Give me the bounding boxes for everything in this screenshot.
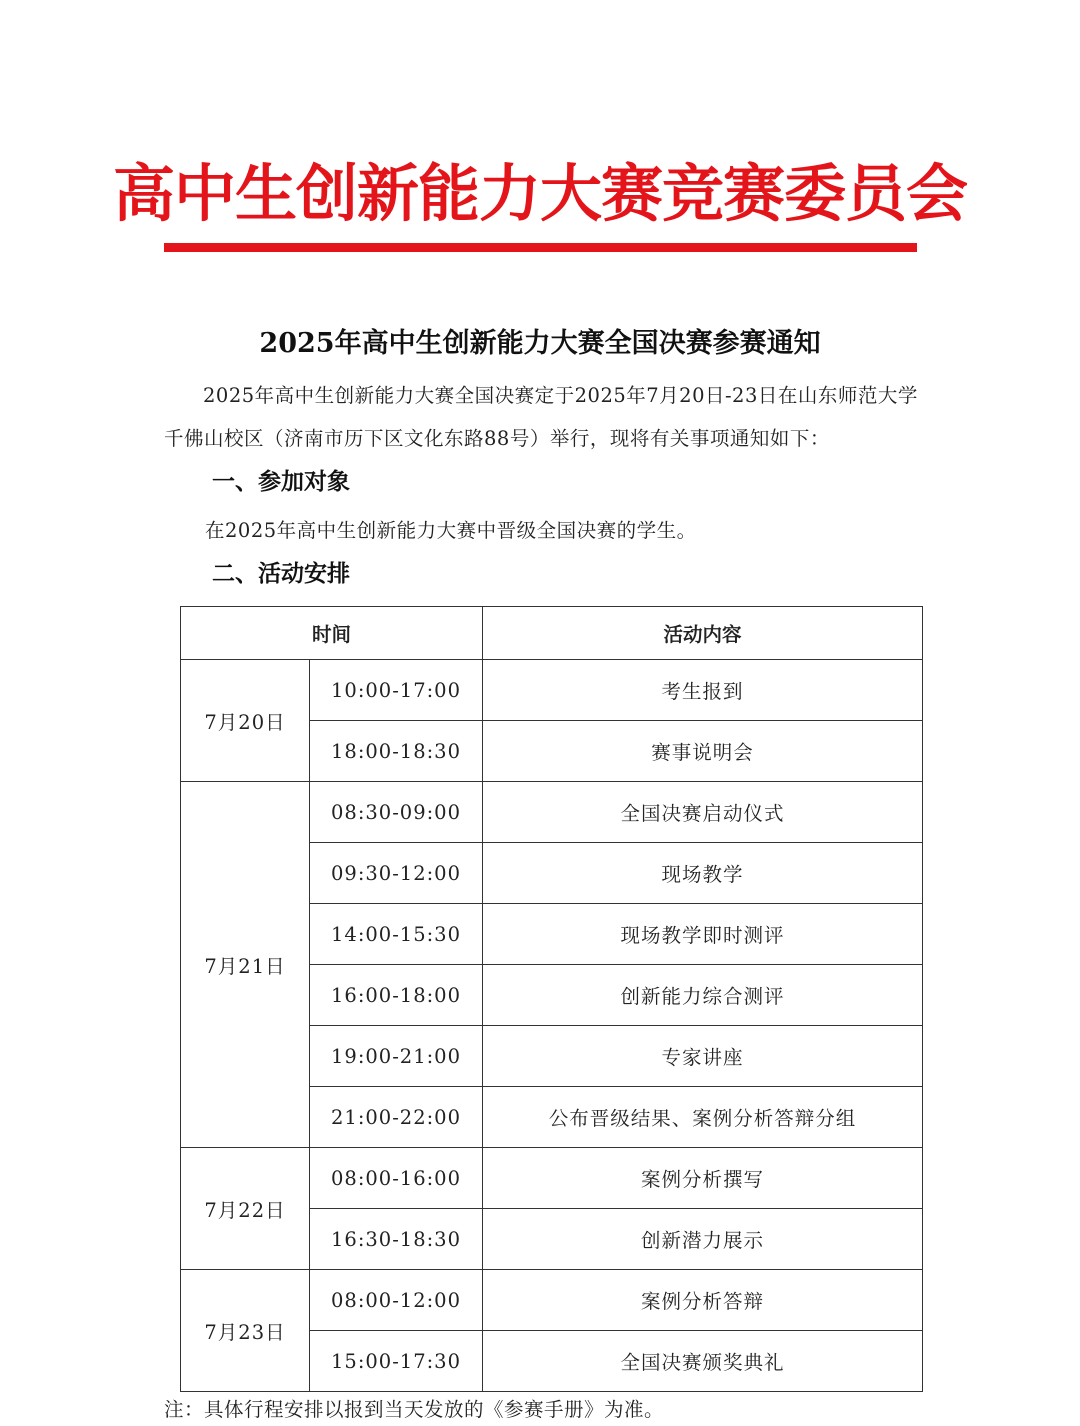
participants-paragraph: 在2025年高中生创新能力大赛中晋级全国决赛的学生。 xyxy=(205,519,697,542)
footer-note: 注：具体行程安排以报到当天发放的《参赛手册》为准。 xyxy=(164,1398,665,1421)
activity-cell: 现场教学 xyxy=(483,843,923,904)
table-row xyxy=(181,782,923,843)
schedule-table xyxy=(180,606,923,1392)
header-activity: 活动内容 xyxy=(483,607,923,660)
activity-cell: 赛事说明会 xyxy=(483,721,923,782)
time-cell: 08:30-09:00 xyxy=(310,782,483,843)
table-row xyxy=(181,1148,923,1209)
header-time: 时间 xyxy=(181,607,483,660)
time-cell: 08:00-16:00 xyxy=(310,1148,483,1209)
activity-cell: 公布晋级结果、案例分析答辩分组 xyxy=(483,1087,923,1148)
activity-cell: 现场教学即时测评 xyxy=(483,904,923,965)
time-cell: 09:30-12:00 xyxy=(310,843,483,904)
organization-title: 高中生创新能力大赛竞赛委员会 xyxy=(112,157,967,230)
time-cell: 19:00-21:00 xyxy=(310,1026,483,1087)
red-divider-line xyxy=(164,243,917,252)
activity-cell: 案例分析答辩 xyxy=(483,1270,923,1331)
activity-cell: 考生报到 xyxy=(483,660,923,721)
time-cell: 08:00-12:00 xyxy=(310,1270,483,1331)
date-cell: 7月22日 xyxy=(181,1148,310,1270)
table-row xyxy=(181,660,923,721)
activity-cell: 创新能力综合测评 xyxy=(483,965,923,1026)
date-cell: 7月23日 xyxy=(181,1270,310,1392)
activity-cell: 创新潜力展示 xyxy=(483,1209,923,1270)
date-cell: 7月21日 xyxy=(181,782,310,1148)
intro-paragraph: 2025年高中生创新能力大赛全国决赛定于2025年7月20日-23日在山东师范大学千佛山校区（济南市历下区文化东路88号）举行，现将有关事项通知如下： xyxy=(164,384,918,450)
time-cell: 14:00-15:30 xyxy=(310,904,483,965)
time-cell: 18:00-18:30 xyxy=(310,721,483,782)
activity-cell: 全国决赛启动仪式 xyxy=(483,782,923,843)
schedule-body xyxy=(181,660,923,1392)
time-cell: 15:00-17:30 xyxy=(310,1331,483,1392)
time-cell: 16:00-18:00 xyxy=(310,965,483,1026)
activity-cell: 全国决赛颁奖典礼 xyxy=(483,1331,923,1392)
table-row xyxy=(181,1270,923,1331)
activity-cell: 案例分析撰写 xyxy=(483,1148,923,1209)
section-heading-schedule: 二、活动安排 xyxy=(212,560,350,587)
table-header-row xyxy=(181,607,923,660)
time-cell: 21:00-22:00 xyxy=(310,1087,483,1148)
activity-cell: 专家讲座 xyxy=(483,1026,923,1087)
time-cell: 10:00-17:00 xyxy=(310,660,483,721)
section-heading-participants: 一、参加对象 xyxy=(212,468,350,495)
notice-title: 2025年高中生创新能力大赛全国决赛参赛通知 xyxy=(259,328,821,359)
date-cell: 7月20日 xyxy=(181,660,310,782)
time-cell: 16:30-18:30 xyxy=(310,1209,483,1270)
